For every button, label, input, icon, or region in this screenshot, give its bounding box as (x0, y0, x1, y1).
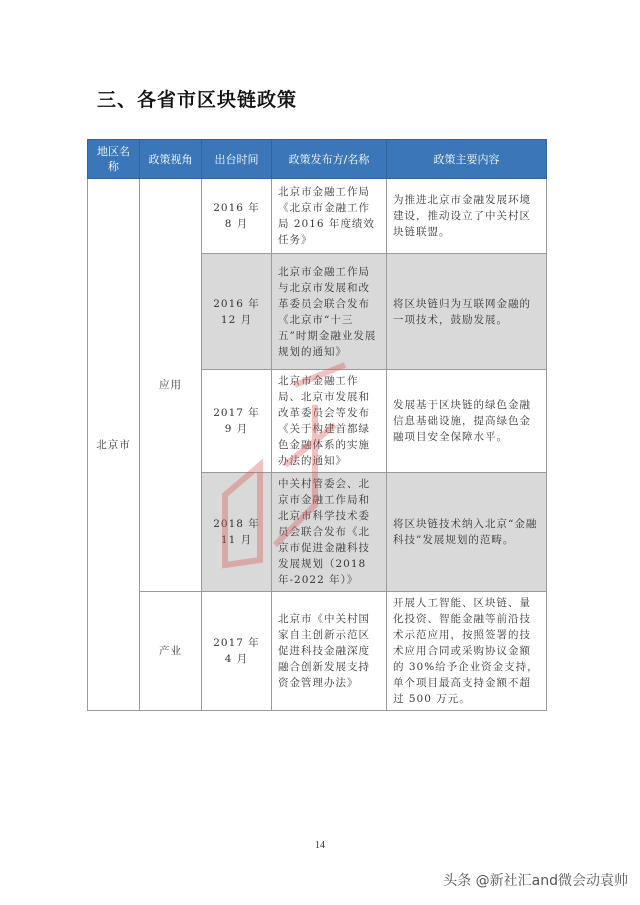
header-date: 出台时间 (202, 140, 272, 179)
content-cell: 将区块链技术纳入北京“金融科技”发展规划的范畴。 (387, 473, 547, 592)
publisher-cell: 北京市金融工作局《北京市金融工作局 2016 年度绩效任务》 (272, 179, 387, 254)
date-cell: 2017 年 9 月 (202, 370, 272, 473)
content-cell: 发展基于区块链的绿色金融信息基础设施，提高绿色金融项目安全保障水平。 (387, 370, 547, 473)
angle-cell-industry: 产业 (140, 592, 202, 711)
region-cell: 北京市 (88, 179, 140, 711)
header-region: 地区名称 (88, 140, 140, 179)
content-cell: 开展人工智能、区块链、量化投资、智能金融等前沿技术示范应用，按照签署的技术应用合同或采购协议金额的 30%给予企业资金支持，单个项目最高支持金额不超过 500 万元。 (387, 592, 547, 711)
date-cell: 2016 年 12 月 (202, 254, 272, 370)
content-cell: 为推进北京市金融发展环境建设，推动设立了中关村区块链联盟。 (387, 179, 547, 254)
date-cell: 2018 年 11 月 (202, 473, 272, 592)
date-cell: 2017 年 4 月 (202, 592, 272, 711)
page-number: 14 (315, 840, 325, 851)
policy-table (87, 139, 547, 711)
angle-cell-apply: 应用 (140, 179, 202, 592)
table-row (88, 179, 547, 254)
header-publisher: 政策发布方/名称 (272, 140, 387, 179)
header-content: 政策主要内容 (387, 140, 547, 179)
content-cell: 将区块链归为互联网金融的一项技术，鼓励发展。 (387, 254, 547, 370)
table-row (88, 592, 547, 711)
date-cell: 2016 年 8 月 (202, 179, 272, 254)
publisher-cell: 中关村管委会、北京市金融工作局和北京市科学技术委员会联合发布《北京市促进金融科技发展规划（2018 年-2022 年）》 (272, 473, 387, 592)
watermark-text: 头条 @新社汇and微会动袁帅 (443, 873, 628, 889)
header-angle: 政策视角 (140, 140, 202, 179)
table-header-row (88, 140, 547, 179)
publisher-cell: 北京市《中关村国家自主创新示范区促进科技金融深度融合创新发展支持资金管理办法》 (272, 592, 387, 711)
publisher-cell: 北京市金融工作局、北京市发展和改革委员会等发布《关于构建首都绿色金融体系的实施办法的通知》 (272, 370, 387, 473)
section-heading: 三、各省市区块链政策 (97, 89, 298, 111)
publisher-cell: 北京市金融工作局与北京市发展和改革委员会联合发布《北京市“十三五”时期金融业发展规划的通知》 (272, 254, 387, 370)
